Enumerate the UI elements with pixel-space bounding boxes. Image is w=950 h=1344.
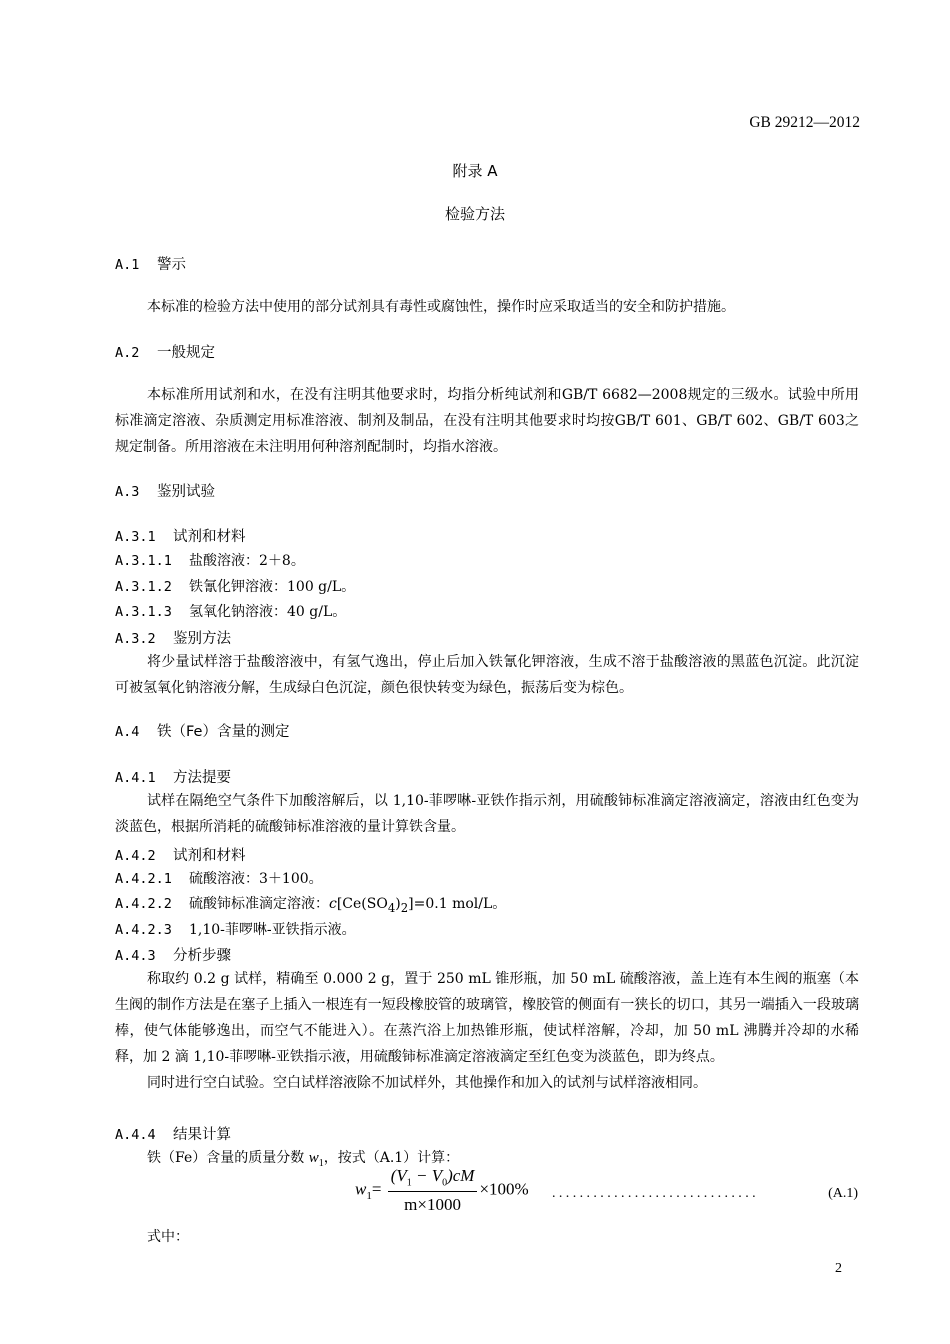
text-fragment: [Ce(SO <box>336 896 388 912</box>
section-title: 试剂和材料 <box>173 848 246 864</box>
formula-term: (V <box>390 1166 407 1185</box>
section-title: 结果计算 <box>173 1127 231 1143</box>
item-a311 <box>115 550 305 570</box>
formula-tail: ×100% <box>479 1179 529 1199</box>
section-number: A.3.1 <box>115 529 156 545</box>
item-number: A.3.1.2 <box>115 579 172 595</box>
section-title: 铁（Fe）含量的测定 <box>157 724 290 740</box>
appendix-title: 检验方法 <box>444 205 505 223</box>
formula-lhs: w <box>355 1179 367 1199</box>
section-number: A.4 <box>115 724 140 740</box>
item-a422 <box>115 893 506 915</box>
item-text: 硫酸溶液：3＋100。 <box>189 871 323 887</box>
section-a1-body <box>115 294 859 320</box>
formula-term: − V <box>411 1166 443 1185</box>
formula-a1 <box>355 1166 529 1215</box>
appendix-label: 附录 A <box>452 162 498 180</box>
item-text: 盐酸溶液：2＋8。 <box>189 553 305 569</box>
text-fragment: 硫酸铈标准滴定溶液： <box>189 896 329 912</box>
section-title: 警示 <box>157 257 186 273</box>
section-number: A.4.2 <box>115 848 156 864</box>
standard-code: GB 29212—2012 <box>749 114 860 131</box>
section-a32-body <box>115 649 859 701</box>
formula-fraction <box>388 1166 478 1215</box>
subscript: 4 <box>387 900 396 915</box>
text-fragment: 铁（Fe）含量的质量分数 <box>147 1150 309 1166</box>
paragraph: 称取约 0.2 g 试样，精确至 0.000 2 g，置于 250 mL 锥形瓶，加 50 mL 硫酸溶液，盖上连有本生阀的瓶塞（本生阀的制作方法是在塞子上插入一根连有一短段橡胶管的玻璃管，橡胶管的侧面有一狭长的切口，其另一端插入一段玻璃棒，使气体能够逸出，而空气不能进入）。在蒸汽浴上加热锥形瓶，使试样溶解，冷却，加 50 mL 沸腾并冷却的水稀释，加 2 滴 1,10-菲啰啉-亚铁指示液，用硫酸铈标准滴定溶液滴定至红色变为淡蓝色，即为终点。 <box>115 971 859 1065</box>
section-number: A.3.2 <box>115 631 156 647</box>
item-text: 1,10-菲啰啉-亚铁指示液。 <box>189 922 356 938</box>
section-a4-heading <box>115 720 289 741</box>
section-number: A.3 <box>115 484 140 500</box>
formula-term: )cM <box>447 1166 475 1185</box>
section-title: 方法提要 <box>173 770 231 786</box>
equation-number: (A.1) <box>828 1186 858 1201</box>
section-number: A.4.4 <box>115 1127 156 1143</box>
item-a423 <box>115 919 356 939</box>
paragraph: 同时进行空白试验。空白试样溶液除不加试样外，其他操作和加入的试剂与试样溶液相同。 <box>147 1075 707 1091</box>
formula-denominator: m×1000 <box>404 1195 461 1215</box>
text-fragment: ，按式（A.1）计算： <box>323 1150 460 1166</box>
item-text: 铁氰化钾溶液：100 g/L。 <box>189 579 356 595</box>
paragraph: 本标准所用试剂和水，在没有注明其他要求时，均指分析纯试剂和GB/T 6682—2008规定的三级水。试验中所用标准滴定溶液、杂质测定用标准溶液、制剂及制品，在没有注明其他要求时均按GB/T 601、GB/T 602、GB/T 603之规定制备。所用溶液在未注明用何种溶剂配制时，均指水溶液。 <box>115 387 859 455</box>
item-number: A.3.1.1 <box>115 553 172 569</box>
paragraph: 本标准的检验方法中使用的部分试剂具有毒性或腐蚀性，操作时应采取适当的安全和防护措施。 <box>147 299 735 315</box>
formula-lhs-sub: 1 <box>366 1190 372 1202</box>
subscript: 2 <box>400 900 409 915</box>
item-number: A.4.2.3 <box>115 922 172 938</box>
formula-equals: = <box>371 1179 382 1199</box>
page-number: 2 <box>835 1261 842 1276</box>
where-label: 式中： <box>147 1229 189 1245</box>
item-number: A.4.2.2 <box>115 896 172 912</box>
formula-leader-dots: .............................. <box>552 1186 759 1201</box>
section-number: A.4.3 <box>115 948 156 964</box>
text-fragment: ]=0.1 mol/L。 <box>408 896 507 912</box>
concentration-symbol: c <box>329 896 337 912</box>
item-number: A.3.1.3 <box>115 604 172 620</box>
section-a43-body <box>115 966 859 1096</box>
paragraph: 将少量试样溶于盐酸溶液中，有氢气逸出，停止后加入铁氰化钾溶液，生成不溶于盐酸溶液的黑蓝色沉淀。此沉淀可被氢氧化钠溶液分解，生成绿白色沉淀，颜色很快转变为绿色，振荡后变为棕色。 <box>115 654 859 696</box>
section-title: 鉴别方法 <box>173 631 231 647</box>
subsection-a44-heading <box>115 1123 231 1144</box>
section-a3-heading <box>115 480 215 501</box>
section-a2-body <box>115 382 859 460</box>
subsection-a41-heading <box>115 766 231 787</box>
paragraph: 试样在隔绝空气条件下加酸溶解后，以 1,10-菲啰啉-亚铁作指示剂，用硫酸铈标准滴定溶液滴定，溶液由红色变为淡蓝色，根据所消耗的硫酸铈标准溶液的量计算铁含量。 <box>115 793 859 835</box>
subscript: 1 <box>318 1157 324 1169</box>
subscript: 0 <box>442 1177 448 1189</box>
mass-fraction-symbol: w <box>308 1150 319 1166</box>
text-fragment: ) <box>395 896 401 912</box>
section-title: 分析步骤 <box>173 948 231 964</box>
item-number: A.4.2.1 <box>115 871 172 887</box>
section-number: A.2 <box>115 345 140 361</box>
section-number: A.1 <box>115 257 140 273</box>
section-title: 一般规定 <box>157 345 215 361</box>
item-a312 <box>115 576 355 596</box>
subscript: 1 <box>406 1177 412 1189</box>
subsection-a42-heading <box>115 844 246 865</box>
subsection-a31-heading <box>115 525 246 546</box>
section-a41-body <box>115 788 859 840</box>
item-text: 氢氧化钠溶液：40 g/L。 <box>189 604 347 620</box>
section-a2-heading <box>115 341 215 362</box>
item-a313 <box>115 601 346 621</box>
item-text <box>189 896 507 915</box>
formula-numerator <box>388 1166 478 1192</box>
section-title: 试剂和材料 <box>173 529 246 545</box>
subsection-a32-heading <box>115 627 231 648</box>
section-a1-heading <box>115 253 186 274</box>
section-number: A.4.1 <box>115 770 156 786</box>
subsection-a43-heading <box>115 944 231 965</box>
item-a421 <box>115 868 323 888</box>
section-title: 鉴别试验 <box>157 484 215 500</box>
